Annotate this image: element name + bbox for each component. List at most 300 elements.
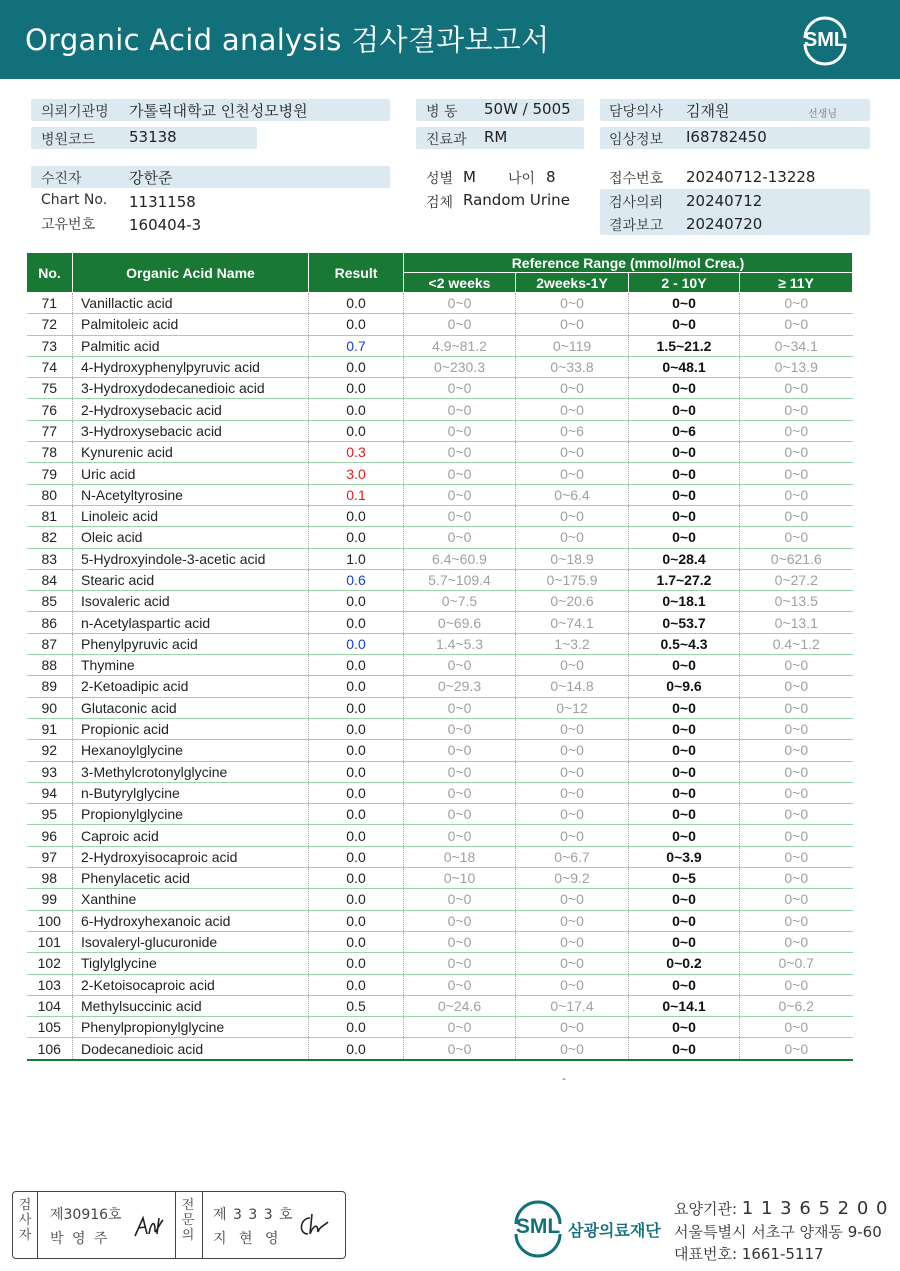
cell-name: 2-Hydroxyisocaproic acid xyxy=(73,846,309,867)
cell-ref-2weeks-1y: 0~175.9 xyxy=(516,569,629,590)
cell-ref-11y: 0~0 xyxy=(740,697,853,718)
footer-code-label: 요양기관: xyxy=(674,1200,738,1218)
cell-name: Dodecanedioic acid xyxy=(73,1038,309,1060)
cell-name: Tiglylglycine xyxy=(73,953,309,974)
cell-ref-2weeks-1y: 0~0 xyxy=(516,293,629,314)
cell-name: 3-Hydroxydodecanedioic acid xyxy=(73,378,309,399)
cell-no: 71 xyxy=(27,293,73,314)
cell-ref-2-10y: 0~0 xyxy=(629,1038,740,1060)
cell-no: 89 xyxy=(27,676,73,697)
cell-result: 0.0 xyxy=(309,1038,404,1060)
header-ref-2weeks-1y: 2weeks-1Y xyxy=(516,273,629,293)
cell-ref-under-2weeks: 0~0 xyxy=(404,910,516,931)
cell-name: Thymine xyxy=(73,655,309,676)
cell-name: n-Acetylaspartic acid xyxy=(73,612,309,633)
cell-result: 0.0 xyxy=(309,804,404,825)
examiner-signature-icon xyxy=(133,1214,169,1240)
cell-ref-11y: 0~0 xyxy=(740,463,853,484)
table-row xyxy=(27,505,853,526)
request-label: 검사의뢰 xyxy=(609,195,664,211)
patient-field-bg xyxy=(31,166,390,188)
cell-ref-under-2weeks: 0~0 xyxy=(404,314,516,335)
table-row xyxy=(27,527,853,548)
cell-ref-2weeks-1y: 0~17.4 xyxy=(516,995,629,1016)
cell-ref-under-2weeks: 0~0 xyxy=(404,505,516,526)
cell-ref-2-10y: 0~14.1 xyxy=(629,995,740,1016)
cell-ref-11y: 0~6.2 xyxy=(740,995,853,1016)
cell-ref-2-10y: 0~0 xyxy=(629,697,740,718)
clinical-value: I68782450 xyxy=(686,128,767,146)
cell-ref-under-2weeks: 0~0 xyxy=(404,718,516,739)
cell-name: Linoleic acid xyxy=(73,505,309,526)
cell-ref-11y: 0~0 xyxy=(740,399,853,420)
cell-no: 83 xyxy=(27,548,73,569)
cell-name: 2-Ketoisocaproic acid xyxy=(73,974,309,995)
report-title: Organic Acid analysis 검사결과보고서 xyxy=(25,23,550,57)
cell-result: 0.5 xyxy=(309,995,404,1016)
cell-ref-11y: 0~0 xyxy=(740,676,853,697)
cell-ref-2weeks-1y: 1~3.2 xyxy=(516,633,629,654)
cell-ref-11y: 0~0 xyxy=(740,505,853,526)
cell-ref-11y: 0~27.2 xyxy=(740,569,853,590)
doctor-value: 김재원 xyxy=(686,102,730,120)
cell-ref-2-10y: 0~0.2 xyxy=(629,953,740,974)
cell-ref-2weeks-1y: 0~0 xyxy=(516,804,629,825)
page-mark: - xyxy=(562,1072,566,1085)
cell-ref-under-2weeks: 0~0 xyxy=(404,399,516,420)
cell-name: N-Acetyltyrosine xyxy=(73,484,309,505)
cell-ref-11y: 0~0 xyxy=(740,782,853,803)
cell-result: 0.0 xyxy=(309,612,404,633)
table-row xyxy=(27,569,853,590)
cell-ref-2-10y: 0~0 xyxy=(629,910,740,931)
cell-name: Phenylpropionylglycine xyxy=(73,1017,309,1038)
cell-ref-2-10y: 0~6 xyxy=(629,420,740,441)
cell-ref-under-2weeks: 0~0 xyxy=(404,1038,516,1060)
table-row xyxy=(27,953,853,974)
cell-no: 99 xyxy=(27,889,73,910)
table-row xyxy=(27,442,853,463)
cell-no: 105 xyxy=(27,1017,73,1038)
cell-no: 104 xyxy=(27,995,73,1016)
cell-result: 0.0 xyxy=(309,633,404,654)
header-ref-11y: ≥ 11Y xyxy=(740,273,853,293)
cell-no: 98 xyxy=(27,868,73,889)
cell-ref-2-10y: 0~9.6 xyxy=(629,676,740,697)
table-row xyxy=(27,612,853,633)
cell-ref-under-2weeks: 0~0 xyxy=(404,293,516,314)
cell-result: 0.3 xyxy=(309,442,404,463)
cell-ref-2weeks-1y: 0~0 xyxy=(516,442,629,463)
cell-ref-2-10y: 0~48.1 xyxy=(629,356,740,377)
cell-no: 76 xyxy=(27,399,73,420)
cell-result: 0.0 xyxy=(309,740,404,761)
cell-ref-2weeks-1y: 0~0 xyxy=(516,910,629,931)
footer-code-value: 1 1 3 6 5 2 0 0 xyxy=(741,1198,889,1219)
receipt-value: 20240712-13228 xyxy=(686,168,816,186)
specialist-license: 제 3 3 3 호 xyxy=(213,1207,294,1223)
cell-no: 82 xyxy=(27,527,73,548)
table-row xyxy=(27,974,853,995)
table-row xyxy=(27,910,853,931)
cell-ref-2-10y: 0~18.1 xyxy=(629,591,740,612)
table-row xyxy=(27,420,853,441)
cell-no: 77 xyxy=(27,420,73,441)
dept-label: 진료과 xyxy=(426,132,467,148)
table-row xyxy=(27,782,853,803)
header-ref-2-10y: 2 - 10Y xyxy=(629,273,740,293)
cell-no: 92 xyxy=(27,740,73,761)
cell-name: Glutaconic acid xyxy=(73,697,309,718)
cell-result: 0.0 xyxy=(309,889,404,910)
examiner-name: 박 영 주 xyxy=(50,1231,110,1247)
cell-ref-under-2weeks: 0~0 xyxy=(404,420,516,441)
cell-name: 2-Hydroxysebacic acid xyxy=(73,399,309,420)
table-row xyxy=(27,399,853,420)
cell-ref-2weeks-1y: 0~0 xyxy=(516,889,629,910)
cell-result: 0.0 xyxy=(309,718,404,739)
cell-result: 0.0 xyxy=(309,846,404,867)
cell-name: n-Butyrylglycine xyxy=(73,782,309,803)
cell-ref-2weeks-1y: 0~0 xyxy=(516,655,629,676)
cell-result: 0.0 xyxy=(309,378,404,399)
cell-ref-11y: 0~0 xyxy=(740,740,853,761)
cell-ref-11y: 0~0 xyxy=(740,527,853,548)
cell-ref-2-10y: 0~0 xyxy=(629,974,740,995)
cell-ref-11y: 0~0 xyxy=(740,484,853,505)
cell-ref-under-2weeks: 0~0 xyxy=(404,697,516,718)
cell-ref-under-2weeks: 0~18 xyxy=(404,846,516,867)
cell-ref-2weeks-1y: 0~6 xyxy=(516,420,629,441)
cell-ref-11y: 0~0 xyxy=(740,718,853,739)
cell-name: Propionylglycine xyxy=(73,804,309,825)
table-row xyxy=(27,378,853,399)
cell-ref-2weeks-1y: 0~0 xyxy=(516,1038,629,1060)
cell-no: 95 xyxy=(27,804,73,825)
cell-name: Hexanoylglycine xyxy=(73,740,309,761)
footer-phone-line xyxy=(674,1243,824,1264)
cell-result: 0.0 xyxy=(309,527,404,548)
cell-no: 88 xyxy=(27,655,73,676)
cell-ref-11y: 0~13.1 xyxy=(740,612,853,633)
table-row xyxy=(27,889,853,910)
cell-result: 0.0 xyxy=(309,420,404,441)
cell-ref-2weeks-1y: 0~0 xyxy=(516,740,629,761)
cell-ref-2-10y: 0.5~4.3 xyxy=(629,633,740,654)
cell-ref-2-10y: 1.7~27.2 xyxy=(629,569,740,590)
table-row xyxy=(27,761,853,782)
cell-result: 0.0 xyxy=(309,1017,404,1038)
receipt-label: 접수번호 xyxy=(609,171,664,187)
unique-label: 고유번호 xyxy=(41,217,96,233)
specialist-label: 전 문 의 xyxy=(181,1198,195,1243)
cell-name: Propionic acid xyxy=(73,718,309,739)
cell-no: 97 xyxy=(27,846,73,867)
table-row xyxy=(27,825,853,846)
cell-ref-11y: 0~0 xyxy=(740,846,853,867)
cell-no: 102 xyxy=(27,953,73,974)
cell-ref-2-10y: 0~0 xyxy=(629,505,740,526)
cell-ref-11y: 0~0 xyxy=(740,868,853,889)
cell-name: 6-Hydroxyhexanoic acid xyxy=(73,910,309,931)
cell-ref-under-2weeks: 0~0 xyxy=(404,931,516,952)
specialist-name: 지 현 영 xyxy=(213,1231,283,1247)
cell-no: 101 xyxy=(27,931,73,952)
results-table xyxy=(26,252,853,1061)
cell-name: Uric acid xyxy=(73,463,309,484)
cell-result: 0.1 xyxy=(309,484,404,505)
cell-no: 90 xyxy=(27,697,73,718)
table-row xyxy=(27,633,853,654)
cell-ref-2weeks-1y: 0~0 xyxy=(516,505,629,526)
table-row xyxy=(27,655,853,676)
institution-label: 의뢰기관명 xyxy=(41,104,109,120)
cell-ref-2-10y: 1.5~21.2 xyxy=(629,335,740,356)
cell-result: 0.0 xyxy=(309,953,404,974)
cell-name: Xanthine xyxy=(73,889,309,910)
cell-ref-2weeks-1y: 0~0 xyxy=(516,931,629,952)
cell-ref-under-2weeks: 0~0 xyxy=(404,804,516,825)
cell-ref-under-2weeks: 0~29.3 xyxy=(404,676,516,697)
cell-ref-2weeks-1y: 0~6.7 xyxy=(516,846,629,867)
cell-result: 0.0 xyxy=(309,356,404,377)
cell-ref-2weeks-1y: 0~0 xyxy=(516,974,629,995)
footer-phone-value: 1661-5117 xyxy=(741,1245,824,1263)
cell-no: 103 xyxy=(27,974,73,995)
table-row xyxy=(27,356,853,377)
cell-ref-2-10y: 0~3.9 xyxy=(629,846,740,867)
cell-ref-2-10y: 0~0 xyxy=(629,293,740,314)
cell-ref-2-10y: 0~0 xyxy=(629,399,740,420)
cell-ref-11y: 0~0 xyxy=(740,931,853,952)
cell-ref-2-10y: 0~0 xyxy=(629,718,740,739)
request-value: 20240712 xyxy=(686,192,763,210)
table-row xyxy=(27,718,853,739)
cell-name: Oleic acid xyxy=(73,527,309,548)
cell-ref-2-10y: 0~0 xyxy=(629,782,740,803)
cell-ref-under-2weeks: 5.7~109.4 xyxy=(404,569,516,590)
cell-ref-11y: 0~0 xyxy=(740,889,853,910)
cell-ref-2weeks-1y: 0~0 xyxy=(516,463,629,484)
table-row xyxy=(27,591,853,612)
cell-result: 0.0 xyxy=(309,974,404,995)
cell-ref-under-2weeks: 0~0 xyxy=(404,974,516,995)
footer-logo-text: SML xyxy=(515,1215,561,1238)
cell-no: 106 xyxy=(27,1038,73,1060)
cell-name: Palmitoleic acid xyxy=(73,314,309,335)
cell-name: 3-Methylcrotonylglycine xyxy=(73,761,309,782)
table-row xyxy=(27,804,853,825)
cell-no: 91 xyxy=(27,718,73,739)
clinical-label: 임상정보 xyxy=(609,132,664,148)
cell-ref-11y: 0~0 xyxy=(740,1038,853,1060)
cell-ref-under-2weeks: 0~0 xyxy=(404,463,516,484)
hospital-code-label: 병원코드 xyxy=(41,132,96,148)
cell-ref-11y: 0~0 xyxy=(740,442,853,463)
header-name: Organic Acid Name xyxy=(73,253,309,293)
cell-no: 96 xyxy=(27,825,73,846)
cell-name: Vanillactic acid xyxy=(73,293,309,314)
cell-ref-11y: 0~0 xyxy=(740,761,853,782)
cell-ref-under-2weeks: 0~230.3 xyxy=(404,356,516,377)
footer-address: 서울특별시 서초구 양재동 9-60 xyxy=(674,1223,882,1241)
hospital-code-value: 53138 xyxy=(129,128,177,146)
table-row xyxy=(27,740,853,761)
cell-ref-under-2weeks: 0~0 xyxy=(404,740,516,761)
cell-result: 0.0 xyxy=(309,293,404,314)
cell-ref-2weeks-1y: 0~6.4 xyxy=(516,484,629,505)
specialist-col xyxy=(202,1192,345,1258)
cell-ref-2weeks-1y: 0~74.1 xyxy=(516,612,629,633)
table-row xyxy=(27,846,853,867)
cell-ref-11y: 0.4~1.2 xyxy=(740,633,853,654)
table-row xyxy=(27,697,853,718)
cell-ref-11y: 0~0 xyxy=(740,804,853,825)
cell-no: 86 xyxy=(27,612,73,633)
specialist-signature-icon xyxy=(296,1212,336,1240)
cell-ref-2-10y: 0~0 xyxy=(629,442,740,463)
examiner-col xyxy=(37,1192,176,1258)
sml-logo xyxy=(797,12,853,68)
cell-ref-under-2weeks: 0~0 xyxy=(404,761,516,782)
cell-name: Methylsuccinic acid xyxy=(73,995,309,1016)
patient-label: 수진자 xyxy=(41,171,82,187)
cell-ref-11y: 0~0 xyxy=(740,910,853,931)
cell-name: Phenylpyruvic acid xyxy=(73,633,309,654)
cell-ref-2weeks-1y: 0~119 xyxy=(516,335,629,356)
cell-ref-2weeks-1y: 0~9.2 xyxy=(516,868,629,889)
doctor-suffix: 선생님 xyxy=(808,109,837,120)
cell-name: 5-Hydroxyindole-3-acetic acid xyxy=(73,548,309,569)
sex-label: 성별 xyxy=(426,171,454,187)
cell-ref-2weeks-1y: 0~0 xyxy=(516,782,629,803)
cell-ref-under-2weeks: 0~0 xyxy=(404,378,516,399)
cell-name: 4-Hydroxyphenylpyruvic acid xyxy=(73,356,309,377)
cell-ref-under-2weeks: 0~0 xyxy=(404,527,516,548)
header-result: Result xyxy=(309,253,404,293)
cell-result: 0.6 xyxy=(309,569,404,590)
cell-no: 94 xyxy=(27,782,73,803)
chart-value: 1131158 xyxy=(129,193,196,211)
cell-ref-11y: 0~0 xyxy=(740,825,853,846)
cell-result: 0.7 xyxy=(309,335,404,356)
cell-ref-under-2weeks: 0~10 xyxy=(404,868,516,889)
cell-ref-11y: 0~621.6 xyxy=(740,548,853,569)
cell-ref-2weeks-1y: 0~0 xyxy=(516,953,629,974)
cell-name: Phenylacetic acid xyxy=(73,868,309,889)
cell-ref-11y: 0~0 xyxy=(740,314,853,335)
institution-value: 가톨릭대학교 인천성모병원 xyxy=(129,102,308,120)
cell-ref-under-2weeks: 0~0 xyxy=(404,442,516,463)
cell-ref-under-2weeks: 0~0 xyxy=(404,825,516,846)
cell-ref-2weeks-1y: 0~18.9 xyxy=(516,548,629,569)
cell-ref-2-10y: 0~53.7 xyxy=(629,612,740,633)
cell-no: 87 xyxy=(27,633,73,654)
cell-no: 75 xyxy=(27,378,73,399)
cell-ref-11y: 0~0 xyxy=(740,420,853,441)
age-value: 8 xyxy=(546,168,556,186)
cell-ref-2weeks-1y: 0~14.8 xyxy=(516,676,629,697)
footer-code-line xyxy=(674,1198,888,1219)
cell-no: 74 xyxy=(27,356,73,377)
cell-result: 1.0 xyxy=(309,548,404,569)
footer-org-name: 삼광의료재단 xyxy=(568,1221,661,1240)
cell-result: 0.0 xyxy=(309,931,404,952)
logo-text: SML xyxy=(803,29,847,51)
cell-ref-under-2weeks: 0~0 xyxy=(404,782,516,803)
cell-result: 0.0 xyxy=(309,314,404,335)
cell-name: 3-Hydroxysebacic acid xyxy=(73,420,309,441)
cell-ref-2-10y: 0~5 xyxy=(629,868,740,889)
cell-ref-11y: 0~0 xyxy=(740,974,853,995)
cell-ref-11y: 0~13.9 xyxy=(740,356,853,377)
cell-ref-under-2weeks: 0~0 xyxy=(404,889,516,910)
header-reference: Reference Range (mmol/mol Crea.) xyxy=(404,253,853,273)
cell-result: 0.0 xyxy=(309,591,404,612)
specimen-value: Random Urine xyxy=(463,191,570,209)
report-header xyxy=(0,0,900,79)
cell-ref-under-2weeks: 6.4~60.9 xyxy=(404,548,516,569)
cell-no: 78 xyxy=(27,442,73,463)
cell-ref-2weeks-1y: 0~0 xyxy=(516,761,629,782)
cell-ref-2weeks-1y: 0~0 xyxy=(516,378,629,399)
header-no: No. xyxy=(27,253,73,293)
cell-name: Kynurenic acid xyxy=(73,442,309,463)
cell-ref-2-10y: 0~0 xyxy=(629,804,740,825)
cell-no: 85 xyxy=(27,591,73,612)
cell-ref-2weeks-1y: 0~0 xyxy=(516,718,629,739)
sex-value: M xyxy=(463,168,476,186)
cell-name: Palmitic acid xyxy=(73,335,309,356)
cell-ref-2weeks-1y: 0~0 xyxy=(516,825,629,846)
report-date-label: 결과보고 xyxy=(609,218,664,234)
cell-result: 0.0 xyxy=(309,697,404,718)
chart-label: Chart No. xyxy=(41,192,108,208)
ward-value: 50W / 5005 xyxy=(484,100,571,118)
cell-result: 0.0 xyxy=(309,761,404,782)
table-row xyxy=(27,335,853,356)
cell-result: 0.0 xyxy=(309,399,404,420)
cell-ref-under-2weeks: 0~24.6 xyxy=(404,995,516,1016)
unique-value: 160404-3 xyxy=(129,216,202,234)
footer-phone-label: 대표번호: xyxy=(674,1245,738,1263)
signature-box xyxy=(12,1191,346,1259)
ward-label: 병 동 xyxy=(426,104,458,120)
cell-ref-2-10y: 0~0 xyxy=(629,314,740,335)
age-label: 나이 xyxy=(508,171,536,187)
cell-result: 0.0 xyxy=(309,505,404,526)
cell-ref-2weeks-1y: 0~33.8 xyxy=(516,356,629,377)
cell-result: 0.0 xyxy=(309,782,404,803)
cell-ref-2-10y: 0~0 xyxy=(629,931,740,952)
cell-ref-2-10y: 0~28.4 xyxy=(629,548,740,569)
cell-ref-2-10y: 0~0 xyxy=(629,1017,740,1038)
report-date-value: 20240720 xyxy=(686,215,763,233)
table-row xyxy=(27,676,853,697)
cell-ref-11y: 0~0.7 xyxy=(740,953,853,974)
cell-ref-2weeks-1y: 0~0 xyxy=(516,314,629,335)
cell-ref-11y: 0~13.5 xyxy=(740,591,853,612)
cell-name: Isovaleryl-glucuronide xyxy=(73,931,309,952)
cell-ref-11y: 0~0 xyxy=(740,1017,853,1038)
cell-ref-under-2weeks: 1.4~5.3 xyxy=(404,633,516,654)
cell-ref-2weeks-1y: 0~12 xyxy=(516,697,629,718)
header-ref-under-2weeks: <2 weeks xyxy=(404,273,516,293)
table-row xyxy=(27,548,853,569)
cell-no: 81 xyxy=(27,505,73,526)
cell-ref-11y: 0~34.1 xyxy=(740,335,853,356)
cell-ref-2-10y: 0~0 xyxy=(629,484,740,505)
